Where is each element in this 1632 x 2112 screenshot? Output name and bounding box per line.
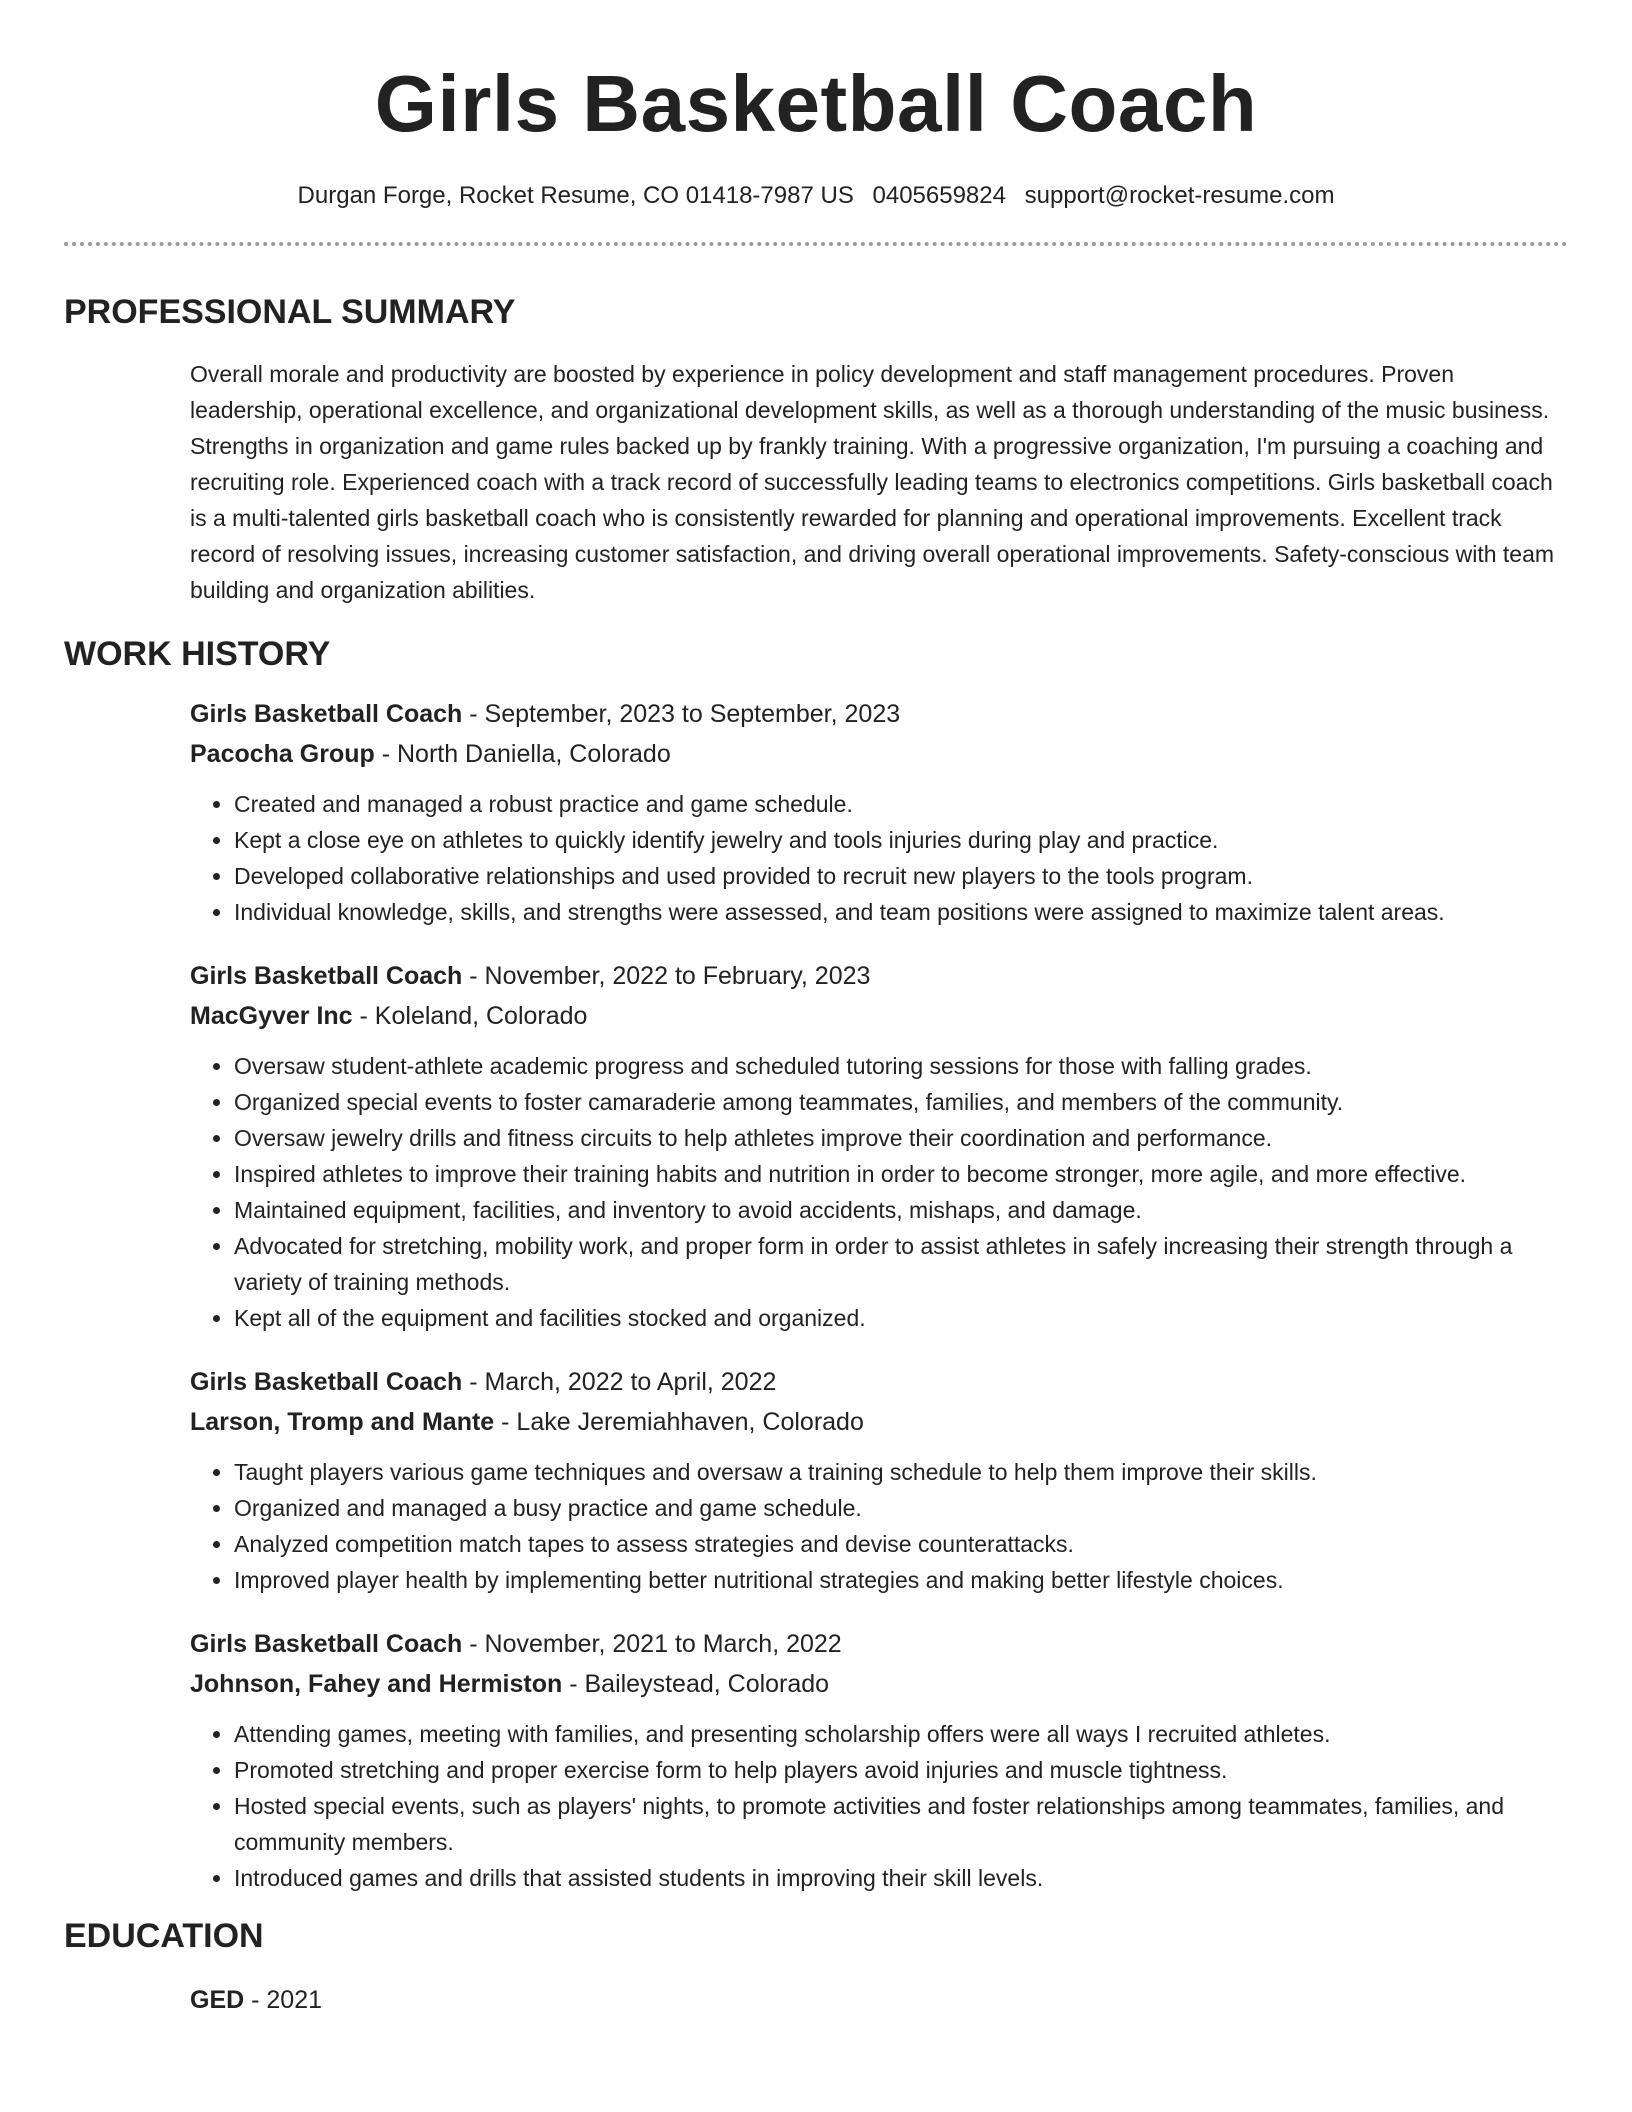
bullet-item: • Advocated for stretching, mobility work, and proper form in order to assist athletes in safely increasing their strength through a variety of training methods. <box>234 1228 1568 1300</box>
job-company: Pacocha Group <box>190 740 375 768</box>
job-title-line <box>190 1624 1568 1664</box>
education-year: - 2021 <box>244 1986 323 2014</box>
email: support@rocket-resume.com <box>1024 182 1335 209</box>
job-company-line <box>190 1402 1568 1442</box>
job-company-line <box>190 996 1568 1036</box>
section-title-summary: PROFESSIONAL SUMMARY <box>64 293 516 331</box>
job-entry <box>190 694 1568 930</box>
bullet-item: • Attending games, meeting with families, and presenting scholarship offers were all ways I recruited athletes. <box>234 1716 1568 1752</box>
bullet-item: • Introduced games and drills that assisted students in improving their skill levels. <box>234 1860 1568 1896</box>
job-role: Girls Basketball Coach <box>190 962 463 990</box>
section-title-work: WORK HISTORY <box>64 635 331 673</box>
address: Durgan Forge, Rocket Resume, CO 01418-7987 US <box>297 182 854 209</box>
job-dates: - November, 2021 to March, 2022 <box>462 1630 842 1658</box>
job-bullets <box>190 786 1568 930</box>
job-dates: - September, 2023 to September, 2023 <box>462 700 901 728</box>
job-entry <box>190 1624 1568 1896</box>
bullet-item: • Organized and managed a busy practice and game schedule. <box>234 1490 1568 1526</box>
job-dates: - November, 2022 to February, 2023 <box>462 962 871 990</box>
bullet-item: • Improved player health by implementing better nutritional strategies and making better lifestyle choices. <box>234 1562 1568 1598</box>
bullet-item: • Developed collaborative relationships and used provided to recruit new players to the tools program. <box>234 858 1568 894</box>
job-company: MacGyver Inc <box>190 1002 353 1030</box>
job-company-line <box>190 734 1568 774</box>
job-location: - North Daniella, Colorado <box>374 740 671 768</box>
job-location: - Lake Jeremiahhaven, Colorado <box>494 1408 864 1436</box>
job-company: Larson, Tromp and Mante <box>190 1408 495 1436</box>
education-entry <box>190 1980 1568 2020</box>
bullet-item: • Analyzed competition match tapes to assess strategies and devise counterattacks. <box>234 1526 1568 1562</box>
job-bullets <box>190 1454 1568 1598</box>
summary-text: Overall morale and productivity are boosted by experience in policy development and staff management procedures. Proven leadership, operational excellence, and organizational development skills, as well as a thorough understanding of the music business. Strengths in organization and game rules backed up by frankly training. With a progressive organization, I'm pursuing a coaching and recruiting role. Experienced coach with a track record of successfully leading teams to electronics competitions. Girls basketball coach is a multi-talented girls basketball coach who is consistently rewarded for planning and operational improvements. Excellent track record of resolving issues, increasing customer satisfaction, and driving overall operational improvements. Safety-conscious with team building and organization abilities. <box>190 361 1555 603</box>
section-title-education: EDUCATION <box>64 1917 264 1955</box>
bullet-item: • Individual knowledge, skills, and strengths were assessed, and team positions were assigned to maximize talent areas. <box>234 894 1568 930</box>
job-role: Girls Basketball Coach <box>190 1630 463 1658</box>
job-title-line <box>190 694 1568 734</box>
bullet-item: • Oversaw student-athlete academic progress and scheduled tutoring sessions for those with falling grades. <box>234 1048 1568 1084</box>
job-location: - Koleland, Colorado <box>352 1002 588 1030</box>
bullet-item: • Inspired athletes to improve their training habits and nutrition in order to become stronger, more agile, and more effective. <box>234 1156 1568 1192</box>
bullet-item: • Kept all of the equipment and facilities stocked and organized. <box>234 1300 1568 1336</box>
job-role: Girls Basketball Coach <box>190 1368 463 1396</box>
bullet-item: • Taught players various game techniques and oversaw a training schedule to help them improve their skills. <box>234 1454 1568 1490</box>
job-location: - Baileystead, Colorado <box>562 1670 830 1698</box>
job-bullets <box>190 1716 1568 1896</box>
candidate-name: Girls Basketball Coach <box>374 59 1258 148</box>
job-title-line <box>190 956 1568 996</box>
job-bullets <box>190 1048 1568 1336</box>
job-entry <box>190 956 1568 1336</box>
bullet-item: • Organized special events to foster camaraderie among teammates, families, and members of the community. <box>234 1084 1568 1120</box>
job-entry <box>190 1362 1568 1598</box>
bullet-item: • Kept a close eye on athletes to quickly identify jewelry and tools injuries during play and practice. <box>234 822 1568 858</box>
job-title-line <box>190 1362 1568 1402</box>
job-role: Girls Basketball Coach <box>190 700 463 728</box>
degree: GED <box>190 1986 245 2014</box>
education-section <box>64 1916 1568 2020</box>
bullet-item: • Maintained equipment, facilities, and inventory to avoid accidents, mishaps, and damage. <box>234 1192 1568 1228</box>
job-company-line <box>190 1664 1568 1704</box>
contact-line <box>64 180 1568 212</box>
bullet-item: • Hosted special events, such as players' nights, to promote activities and foster relationships among teammates, families, and community members. <box>234 1788 1568 1860</box>
job-company: Johnson, Fahey and Hermiston <box>190 1670 563 1698</box>
professional-summary-section <box>64 292 1568 608</box>
phone: 0405659824 <box>872 182 1006 209</box>
job-dates: - March, 2022 to April, 2022 <box>462 1368 777 1396</box>
header-divider <box>64 242 1568 246</box>
bullet-item: • Promoted stretching and proper exercise form to help players avoid injuries and muscle tightness. <box>234 1752 1568 1788</box>
bullet-item: • Created and managed a robust practice and game schedule. <box>234 786 1568 822</box>
bullet-item: • Oversaw jewelry drills and fitness circuits to help athletes improve their coordination and performance. <box>234 1120 1568 1156</box>
work-history-section <box>64 634 1568 1896</box>
